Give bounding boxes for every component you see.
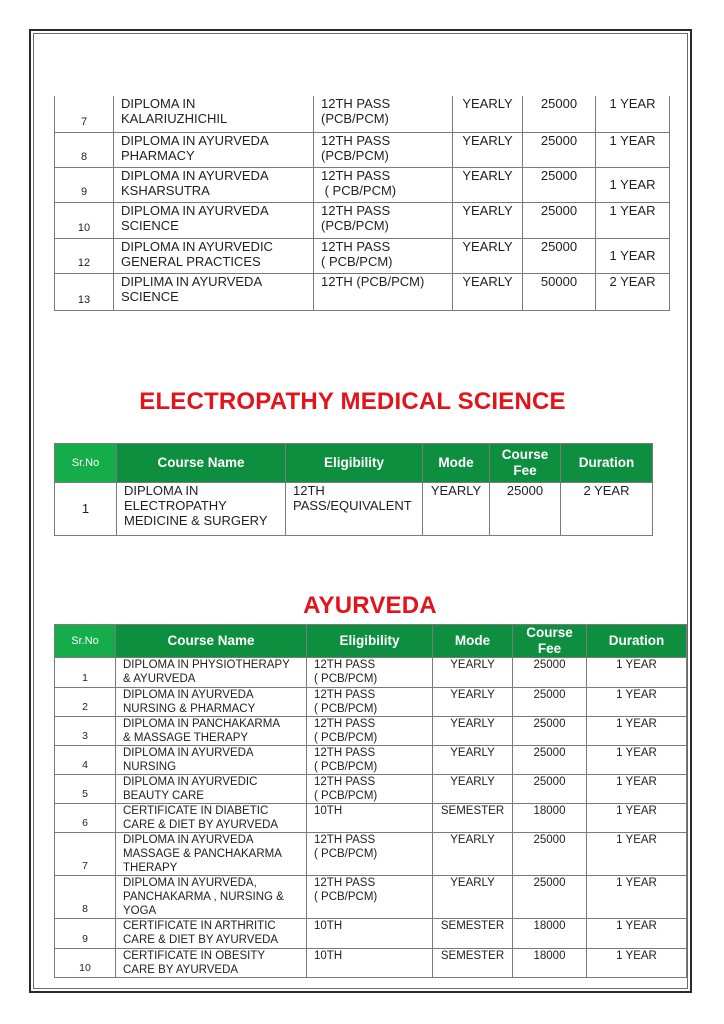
cell-mode: YEARLY: [453, 202, 523, 238]
table-row: [55, 804, 687, 833]
cell-course-name: [116, 688, 307, 717]
course-name-line: GENERAL PRACTICES: [121, 253, 261, 269]
eligibility-line: ( PCB/PCM): [314, 673, 378, 685]
course-name-line: DIPLOMA IN AYURVEDIC: [121, 238, 273, 254]
cell-sr-no: 3: [55, 717, 116, 746]
cell-duration: 1 YEAR: [587, 717, 687, 746]
cell-sr-no: 10: [55, 949, 116, 978]
course-name-line: CARE BY AYURVEDA: [123, 964, 239, 976]
course-name-line: THERAPY: [123, 862, 178, 874]
header-course-fee: [513, 625, 587, 658]
cell-sr-no: 10: [55, 202, 114, 238]
cell-duration: 1 YEAR: [596, 167, 670, 202]
cell-mode: YEARLY: [433, 833, 513, 876]
cell-mode: YEARLY: [433, 658, 513, 688]
header-mode: Mode: [423, 444, 490, 483]
eligibility-line: 12TH PASS: [321, 132, 391, 148]
course-name-line: PHARMACY: [121, 147, 195, 163]
cell-eligibility: [307, 949, 433, 978]
cell-sr-no: 13: [55, 273, 114, 310]
header-sr-no: Sr.No: [55, 625, 116, 658]
cell-duration: 1 YEAR: [596, 132, 670, 167]
header-fee-line2: Fee: [513, 463, 537, 478]
eligibility-line: ( PCB/PCM): [321, 253, 393, 269]
course-name-line: MEDICINE & SURGERY: [124, 513, 268, 528]
cell-course-name: [114, 238, 314, 273]
course-name-line: KALARIUZHICHIL: [121, 111, 228, 126]
header-course-fee: [490, 444, 561, 483]
eligibility-line: 12TH PASS: [314, 718, 376, 730]
cell-mode: YEARLY: [433, 688, 513, 717]
cell-duration: 1 YEAR: [587, 658, 687, 688]
eligibility-line: 12TH PASS: [314, 877, 376, 889]
cell-mode: YEARLY: [453, 96, 523, 132]
eligibility-line: ( PCB/PCM): [314, 790, 378, 802]
cell-sr-no: 8: [55, 132, 114, 167]
table-header-row: [55, 625, 687, 658]
cell-course-name: [116, 919, 307, 949]
eligibility-line: ( PCB/PCM): [314, 848, 378, 860]
cell-mode: YEARLY: [423, 483, 490, 536]
eligibility-line: 12TH PASS: [321, 238, 391, 254]
course-name-line: DIPLOMA IN AYURVEDA: [121, 202, 269, 218]
eligibility-line: ( PCB/PCM): [314, 732, 378, 744]
table-row: [55, 688, 687, 717]
cell-eligibility: [307, 919, 433, 949]
course-name-line: DIPLOMA IN PHYSIOTHERAPY: [123, 659, 290, 671]
cell-course-name: [116, 804, 307, 833]
eligibility-line: ( PCB/PCM): [314, 703, 378, 715]
course-name-line: MASSAGE & PANCHAKARMA: [123, 848, 282, 860]
cell-eligibility: [307, 876, 433, 919]
cell-eligibility: [314, 132, 453, 167]
cell-duration: 1 YEAR: [587, 949, 687, 978]
cell-course-name: [116, 658, 307, 688]
cell-course-fee: 25000: [523, 167, 596, 202]
cell-course-fee: 25000: [513, 717, 587, 746]
course-name-line: DIPLOMA IN AYURVEDIC: [123, 776, 258, 788]
eligibility-line: PASS/EQUIVALENT: [293, 498, 412, 513]
cell-sr-no: 6: [55, 804, 116, 833]
course-name-line: DIPLOMA IN AYURVEDA: [121, 132, 269, 148]
header-course-name: Course Name: [116, 625, 307, 658]
cell-mode: YEARLY: [453, 167, 523, 202]
eligibility-line: 10TH: [314, 920, 343, 932]
cell-duration: 1 YEAR: [596, 96, 670, 132]
course-name-line: & MASSAGE THERAPY: [123, 732, 249, 744]
cell-course-name: [114, 96, 314, 132]
cell-course-fee: 18000: [513, 949, 587, 978]
cell-mode: SEMESTER: [433, 804, 513, 833]
course-name-line: DIPLOMA IN AYURVEDA: [123, 689, 254, 701]
cell-sr-no: 5: [55, 775, 116, 804]
cell-course-name: [117, 483, 286, 536]
table-row: [55, 483, 653, 536]
course-name-line: CERTIFICATE IN OBESITY: [123, 950, 266, 962]
cell-course-fee: 25000: [523, 132, 596, 167]
course-name-line: PANCHAKARMA , NURSING &: [123, 891, 284, 903]
course-name-line: DIPLOMA IN AYURVEDA,: [123, 877, 257, 889]
table-row: [55, 202, 670, 238]
table-row: [55, 96, 670, 132]
cell-course-name: [114, 132, 314, 167]
cell-course-fee: 25000: [513, 876, 587, 919]
ayurveda-heading: AYURVEDA: [303, 592, 437, 619]
course-name-line: CARE & DIET BY AYURVEDA: [123, 934, 279, 946]
course-name-line: DIPLOMA IN: [124, 483, 199, 498]
cell-mode: YEARLY: [453, 273, 523, 310]
cell-eligibility: [307, 746, 433, 775]
cell-eligibility: [307, 717, 433, 746]
table-row: [55, 746, 687, 775]
header-course-name: Course Name: [117, 444, 286, 483]
eligibility-line: 12TH PASS: [314, 776, 376, 788]
cell-duration: 1 YEAR: [596, 202, 670, 238]
cell-course-name: [116, 746, 307, 775]
cell-mode: SEMESTER: [433, 949, 513, 978]
course-name-line: CERTIFICATE IN DIABETIC: [123, 805, 269, 817]
eligibility-line: 10TH: [314, 805, 343, 817]
cell-duration: 1 YEAR: [587, 688, 687, 717]
table-row: [55, 717, 687, 746]
course-name-line: DIPLIMA IN AYURVEDA: [121, 273, 263, 289]
course-name-line: & AYURVEDA: [123, 673, 196, 685]
cell-duration: 2 YEAR: [596, 273, 670, 310]
cell-sr-no: 12: [55, 238, 114, 273]
cell-duration: 1 YEAR: [587, 833, 687, 876]
cell-course-fee: 25000: [523, 96, 596, 132]
eligibility-line: 12TH PASS: [314, 747, 376, 759]
table-row: [55, 273, 670, 310]
course-name-line: DIPLOMA IN AYURVEDA: [121, 167, 269, 183]
cell-sr-no: 8: [55, 876, 116, 919]
cell-course-name: [116, 833, 307, 876]
eligibility-line: 12TH PASS: [314, 659, 376, 671]
course-name-line: CERTIFICATE IN ARTHRITIC: [123, 920, 276, 932]
header-eligibility: Eligibility: [286, 444, 423, 483]
cell-eligibility: [307, 804, 433, 833]
eligibility-line: ( PCB/PCM): [321, 182, 397, 198]
course-name-line: DIPLOMA IN: [121, 96, 196, 111]
cell-mode: YEARLY: [433, 775, 513, 804]
course-name-line: CARE & DIET BY AYURVEDA: [123, 819, 279, 831]
cell-course-fee: 25000: [513, 688, 587, 717]
ayurveda-table: [54, 624, 687, 978]
cell-sr-no: 9: [55, 167, 114, 202]
cell-course-name: [116, 876, 307, 919]
cell-duration: 1 YEAR: [587, 804, 687, 833]
cell-eligibility: [314, 202, 453, 238]
header-eligibility: Eligibility: [307, 625, 433, 658]
course-name-line: SCIENCE: [121, 217, 179, 233]
cell-eligibility: [314, 167, 453, 202]
cell-course-fee: 18000: [513, 919, 587, 949]
table-row: [55, 167, 670, 202]
eligibility-line: (PCB/PCM): [321, 147, 389, 163]
cell-eligibility: [307, 688, 433, 717]
cell-sr-no: 1: [55, 483, 117, 536]
course-name-line: SCIENCE: [121, 288, 179, 304]
cell-course-name: [116, 775, 307, 804]
table-header-row: [55, 444, 653, 483]
cell-sr-no: 9: [55, 919, 116, 949]
cell-sr-no: 1: [55, 658, 116, 688]
eligibility-line: ( PCB/PCM): [314, 891, 378, 903]
table-row: [55, 949, 687, 978]
cell-course-name: [116, 949, 307, 978]
cell-course-name: [114, 273, 314, 310]
cell-eligibility: [307, 658, 433, 688]
course-name-line: ELECTROPATHY: [124, 498, 227, 513]
table-row: [55, 658, 687, 688]
cell-duration: 1 YEAR: [587, 775, 687, 804]
cell-course-fee: 25000: [513, 775, 587, 804]
eligibility-line: ( PCB/PCM): [314, 761, 378, 773]
cell-duration: 2 YEAR: [561, 483, 653, 536]
cell-course-fee: 25000: [513, 658, 587, 688]
cell-course-fee: 25000: [490, 483, 561, 536]
course-name-line: NURSING: [123, 761, 177, 773]
cell-course-fee: 25000: [523, 202, 596, 238]
ayurveda-continued-table: [54, 96, 670, 311]
header-fee-line2: Fee: [537, 641, 562, 656]
cell-mode: YEARLY: [433, 746, 513, 775]
eligibility-line: 12TH (PCB/PCM): [321, 273, 425, 289]
header-duration: Duration: [587, 625, 687, 658]
cell-course-name: [116, 717, 307, 746]
course-name-line: DIPLOMA IN AYURVEDA: [123, 747, 254, 759]
eligibility-line: 12TH PASS: [314, 689, 376, 701]
cell-sr-no: 7: [55, 833, 116, 876]
eligibility-line: (PCB/PCM): [321, 217, 389, 233]
table-row: [55, 775, 687, 804]
cell-eligibility: [314, 96, 453, 132]
header-sr-no: Sr.No: [55, 444, 117, 483]
cell-course-fee: 50000: [523, 273, 596, 310]
cell-duration: 1 YEAR: [587, 919, 687, 949]
course-name-line: DIPLOMA IN PANCHAKARMA: [123, 718, 280, 730]
cell-sr-no: 7: [55, 96, 114, 132]
cell-course-fee: 18000: [513, 804, 587, 833]
cell-course-fee: 25000: [523, 238, 596, 273]
header-fee-line1: Course: [501, 447, 549, 462]
course-name-line: DIPLOMA IN AYURVEDA: [123, 834, 254, 846]
cell-eligibility: [307, 833, 433, 876]
table-row: [55, 919, 687, 949]
cell-duration: 1 YEAR: [587, 746, 687, 775]
cell-duration: 1 YEAR: [587, 876, 687, 919]
cell-mode: YEARLY: [453, 132, 523, 167]
eligibility-line: 12TH PASS: [321, 167, 391, 183]
eligibility-line: 10TH: [314, 950, 343, 962]
cell-course-fee: 25000: [513, 746, 587, 775]
cell-mode: YEARLY: [453, 238, 523, 273]
course-name-line: NURSING & PHARMACY: [123, 703, 256, 715]
course-name-line: BEAUTY CARE: [123, 790, 204, 802]
eligibility-line: 12TH PASS: [314, 834, 376, 846]
eligibility-line: (PCB/PCM): [321, 111, 389, 126]
electropathy-heading: ELECTROPATHY MEDICAL SCIENCE: [139, 388, 566, 415]
cell-course-fee: 25000: [513, 833, 587, 876]
eligibility-line: 12TH PASS: [321, 96, 391, 111]
header-duration: Duration: [561, 444, 653, 483]
table-row: [55, 876, 687, 919]
cell-eligibility: [286, 483, 423, 536]
cell-duration: 1 YEAR: [596, 238, 670, 273]
cell-course-name: [114, 202, 314, 238]
table-row: [55, 238, 670, 273]
eligibility-line: 12TH PASS: [321, 202, 391, 218]
cell-mode: SEMESTER: [433, 919, 513, 949]
eligibility-line: 12TH: [293, 483, 325, 498]
cell-sr-no: 2: [55, 688, 116, 717]
course-name-line: YOGA: [123, 905, 157, 917]
course-name-line: KSHARSUTRA: [121, 182, 210, 198]
cell-sr-no: 4: [55, 746, 116, 775]
cell-mode: YEARLY: [433, 876, 513, 919]
header-fee-line1: Course: [526, 625, 573, 640]
cell-eligibility: [314, 238, 453, 273]
cell-eligibility: [314, 273, 453, 310]
cell-course-name: [114, 167, 314, 202]
electropathy-table: [54, 443, 653, 536]
cell-mode: YEARLY: [433, 717, 513, 746]
table-row: [55, 833, 687, 876]
cell-eligibility: [307, 775, 433, 804]
table-row: [55, 132, 670, 167]
header-mode: Mode: [433, 625, 513, 658]
